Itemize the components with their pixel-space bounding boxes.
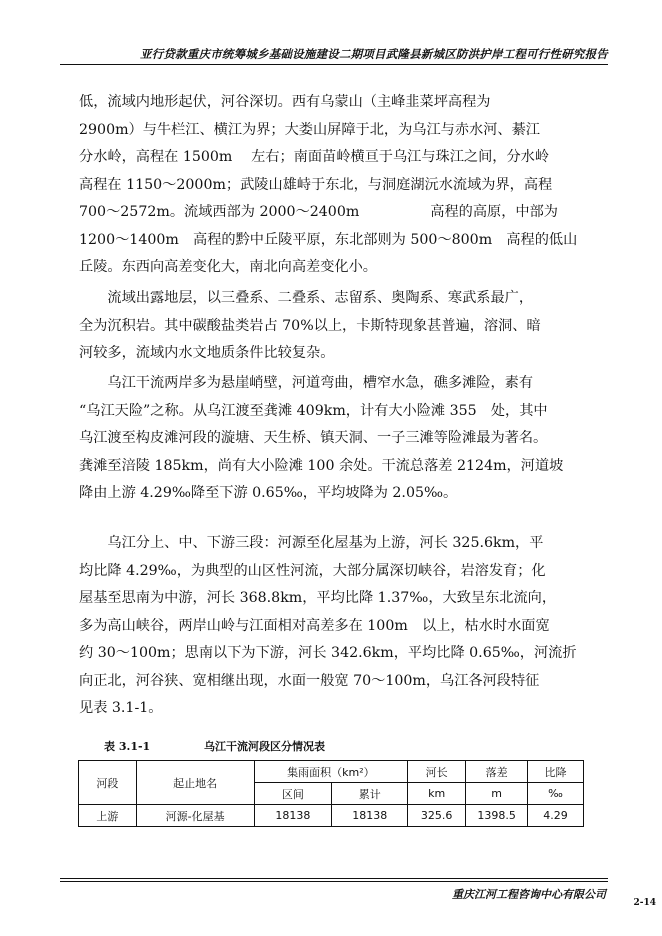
text-line: 乌江渡至构皮滩河段的漩塘、天生桥、镇天洞、一子三滩等险滩最为著名。 <box>79 430 548 446</box>
text-line: 低，流域内地形起伏，河谷深切。西有乌蒙山（主峰韭菜坪高程为 <box>79 94 491 110</box>
text-line: 2900m）与牛栏江、横江为界；大娄山屏障于北，为乌江与赤水河、綦江 <box>79 121 540 138</box>
paragraph-topography <box>79 89 584 282</box>
header-length: 河长 <box>408 761 466 783</box>
text-line: 700～2572m。流域西部为 2000～2400m 高程的高原，中部为 <box>79 204 558 220</box>
text-line: 全为沉积岩。其中碳酸盐类岩占 70%以上，卡斯特现象甚普遍，溶洞、暗 <box>79 317 541 334</box>
text-line: 流域出露地层，以三叠系、二叠系、志留系、奥陶系、寒武系最广， <box>79 290 534 306</box>
header-gradient: 比降 <box>528 761 584 783</box>
paragraph-river-sections <box>79 530 584 723</box>
header-segment: 河段 <box>79 761 137 805</box>
text-line: “乌江天险”之称。从乌江渡至龚滩 409km，计有大小险滩 355 处，其中 <box>79 402 548 419</box>
cell-drop: 1398.5 <box>466 805 528 827</box>
text-line: 向正北，河谷狭、宽相继出现，水面一般宽 70～100m，乌江各河段特征 <box>79 672 540 689</box>
text-line: 分水岭，高程在 1500m 左右；南面苗岭横亘于乌江与珠江之间，分水岭 <box>79 149 550 165</box>
footer-divider <box>60 878 608 879</box>
text-line: 丘陵。东西向高差变化大，南北向高差变化小。 <box>79 259 377 275</box>
paragraph-rapids <box>79 370 584 508</box>
header-range: 起止地名 <box>136 761 254 805</box>
table-row <box>79 805 584 827</box>
cell-length: 325.6 <box>408 805 466 827</box>
text-line: 多为高山峡谷，两岸山岭与江面相对高差多在 100m 以上，枯水时水面宽 <box>79 617 550 634</box>
text-line: 屋基至思南为中游，河长 368.8km，平均比降 1.37‰，大致呈东北流向， <box>79 590 557 606</box>
report-header-title: 亚行贷款重庆市统筹城乡基础设施建设二期项目武隆县新城区防洪护岸工程可行性研究报告 <box>140 47 608 61</box>
text-line: 约 30～100m；思南以下为下游，河长 342.6km，平均比降 0.65‰，河流折 <box>79 645 577 661</box>
text-line: 高程在 1150～2000m；武陵山雄峙于东北，与洞庭湖沅水流域为界，高程 <box>79 176 553 193</box>
text-line: 河较多，流域内水文地质条件比较复杂。 <box>79 345 335 361</box>
cell-gradient: 4.29 <box>528 805 584 827</box>
table-caption-title: 乌江干流河段区分情况表 <box>204 740 325 753</box>
table-header-row <box>79 761 584 783</box>
header-drop: 落差 <box>466 761 528 783</box>
table-caption <box>104 738 325 754</box>
river-section-table <box>78 760 584 827</box>
cell-range: 河源-化屋基 <box>136 805 254 827</box>
page-number: 2-14 <box>633 898 656 908</box>
header-gradient-unit: ‰ <box>528 783 584 805</box>
text-line: 乌江分上、中、下游三段：河源至化屋基为上游，河长 325.6km，平 <box>79 535 544 551</box>
table-caption-number: 表 3.1-1 <box>104 740 151 753</box>
cell-segment: 上游 <box>79 805 137 827</box>
cell-area-cumulative: 18138 <box>332 805 408 827</box>
header-length-unit: km <box>408 783 466 805</box>
text-line: 降由上游 4.29‰降至下游 0.65‰，平均坡降为 2.05‰。 <box>79 485 458 501</box>
text-line: 1200～1400m 高程的黔中丘陵平原，东北部则为 500～800m 高程的低山 <box>79 231 578 248</box>
header-drop-unit: m <box>466 783 528 805</box>
header-area-cumulative: 累计 <box>332 783 408 805</box>
footer-divider-thin <box>60 881 608 882</box>
text-line: 乌江干流两岸多为悬崖峭壁，河道弯曲，槽窄水急，礁多滩险，素有 <box>79 375 534 391</box>
header-area: 集雨面积（km²） <box>254 761 408 783</box>
text-line: 龚滩至涪陵 185km，尚有大小险滩 100 余处。干流总落差 2124m，河道坡 <box>79 457 564 474</box>
text-line: 均比降 4.29‰，为典型的山区性河流，大部分属深切峡谷，岩溶发育；化 <box>79 562 546 579</box>
header-divider <box>60 64 608 65</box>
header-area-section: 区间 <box>254 783 332 805</box>
cell-area-section: 18138 <box>254 805 332 827</box>
text-line: 见表 3.1-1。 <box>79 700 163 716</box>
paragraph-geology <box>79 285 584 368</box>
footer-company-name: 重庆江河工程咨询中心有限公司 <box>452 888 606 901</box>
